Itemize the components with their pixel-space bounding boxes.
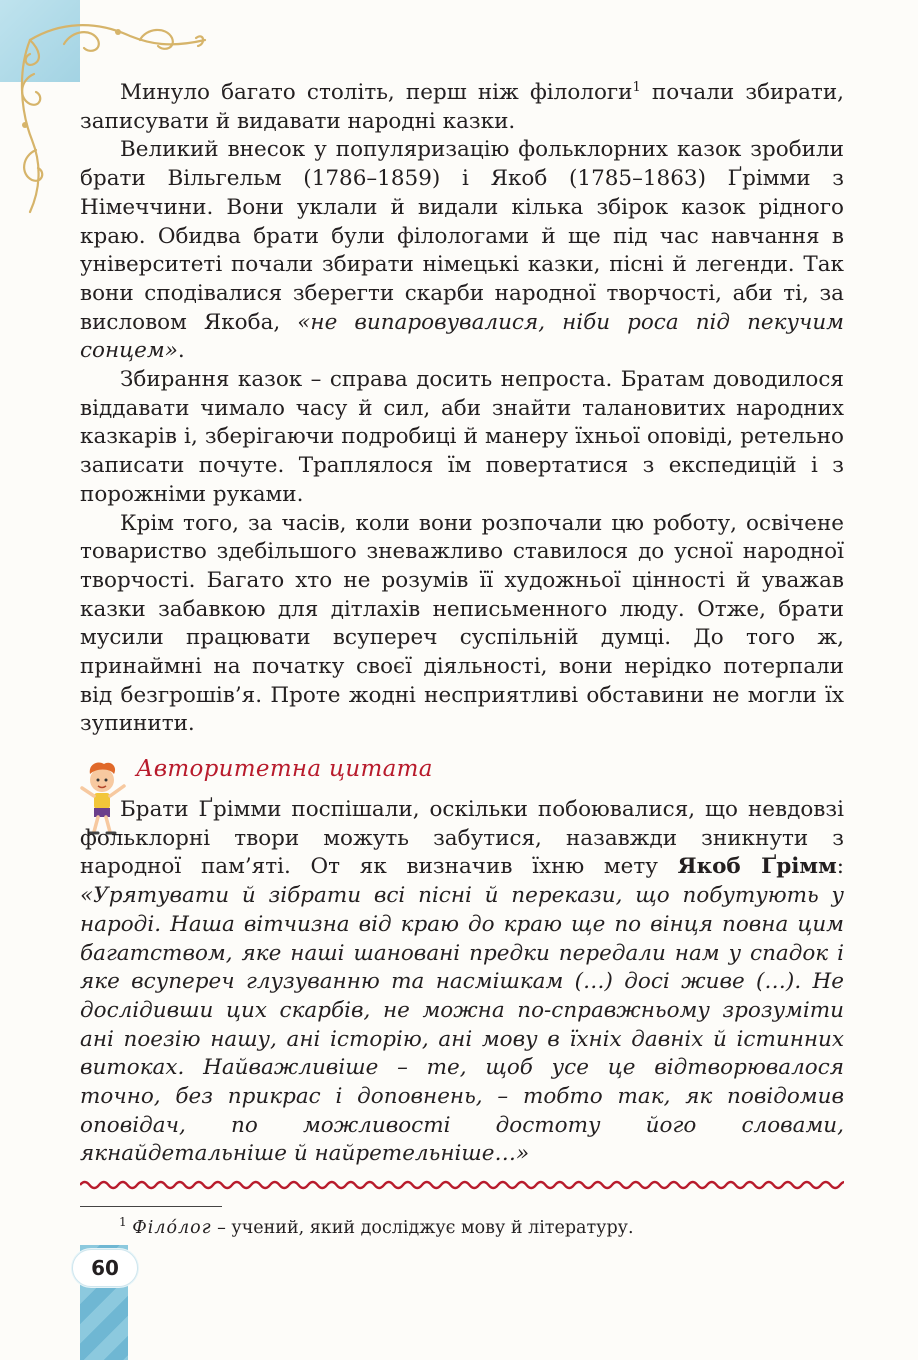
paragraph-4: Крім того, за часів, коли вони розпочали цю роботу, освічене товариство здебільшого зневажливо ставилося до усної народної творчості. Багато хто не розумів її художньої цінності й уважав казки забавкою для дітлахів неписьменного люду. Отже, брати мусили працювати всупереч суспільній думці. До того ж, принаймні на початку своєї діяльності, вони нерідко потерпали від безгрошів’я. Проте жодні несприятливі обставини не могли їх зупинити.	[80, 510, 844, 737]
footnote-marker: 1	[632, 80, 641, 95]
page-number: 60	[72, 1249, 138, 1287]
paragraph-2-quote: «не випаровувалися, ніби роса під пекучим сонцем»	[80, 309, 845, 364]
footnote-rule	[80, 1206, 222, 1207]
wavy-divider	[80, 1178, 844, 1192]
quote-intro: Брати Ґрімми поспішали, оскільки побоювалися, що невдовзі фольклорні твори можуть забутися, назавжди зникнути з народної пам’яті. От як визначив їхню мету	[80, 797, 844, 880]
footnote	[119, 1216, 634, 1240]
footnote-term: Філо́лог	[132, 1218, 212, 1238]
paragraph-1	[80, 79, 844, 136]
main-text	[80, 79, 844, 739]
paragraph-2-end: .	[177, 338, 185, 364]
footnote-number: 1	[119, 1215, 127, 1229]
paragraph-1-text-a: Минуло багато століть, перш ніж філологи	[120, 80, 633, 105]
paragraph-1-text-b: почали збирати, записувати й видавати народні казки.	[80, 80, 844, 134]
footnote-definition: – учений, який досліджує мову й літературу.	[211, 1218, 634, 1238]
paragraph-3: Збирання казок – справа досить непроста. Братам доводилося віддавати чимало часу й сил, аби знайти талановитих народних казкарів і, зберігаючи подробиці й манеру їхньої оповіді, ретельно записати почуте. Траплялося їм повертатися з експедицій і з порожніми руками.	[80, 367, 844, 507]
paragraph-2	[80, 136, 844, 366]
quote-body	[80, 796, 844, 1169]
quote-colon: :	[836, 854, 844, 880]
quote-citation: «Урятувати й зібрати всі пісні й перекази, що побутують у народі. Наша вітчизна від краю до краю ще по вінця повна цим багатством, яке наші шановані предки передали нам у спадок і яке всупереч глузуванню та насмішкам (…) досі живе (…). Не дослідивши цих скарбів, не можна по-справжньому зрозуміти ані поезію нашу, ані історію, ані мову в їхніх давніх й істинних витоках. Найважливіше – те, щоб усе це відтворювалося точно, без прикрас і доповнень, – тобто так, як повідомив оповідач, по можливості достоту його словами, якнайдетальніше й найретельніше…»	[80, 883, 844, 1167]
quote-heading: Авторитетна цитата	[136, 756, 433, 782]
quote-author: Якоб Ґрімм	[677, 854, 837, 880]
paragraph-2-text: Великий внесок у популяризацію фольклорних казок зробили брати Вільгельм (1786–1859) і Якоб (1785–1863) Ґрімми з Німеччини. Вони уклали й видали кілька збірок казок рідного краю. Обидва брати були філологами й ще під час навчання в університеті почали збирати німецькі казки, пісні й легенди. Так вони сподівалися зберегти скарби народної творчості, аби ті, за висловом Якоба,	[80, 137, 844, 335]
quote-paragraph	[80, 796, 844, 1169]
